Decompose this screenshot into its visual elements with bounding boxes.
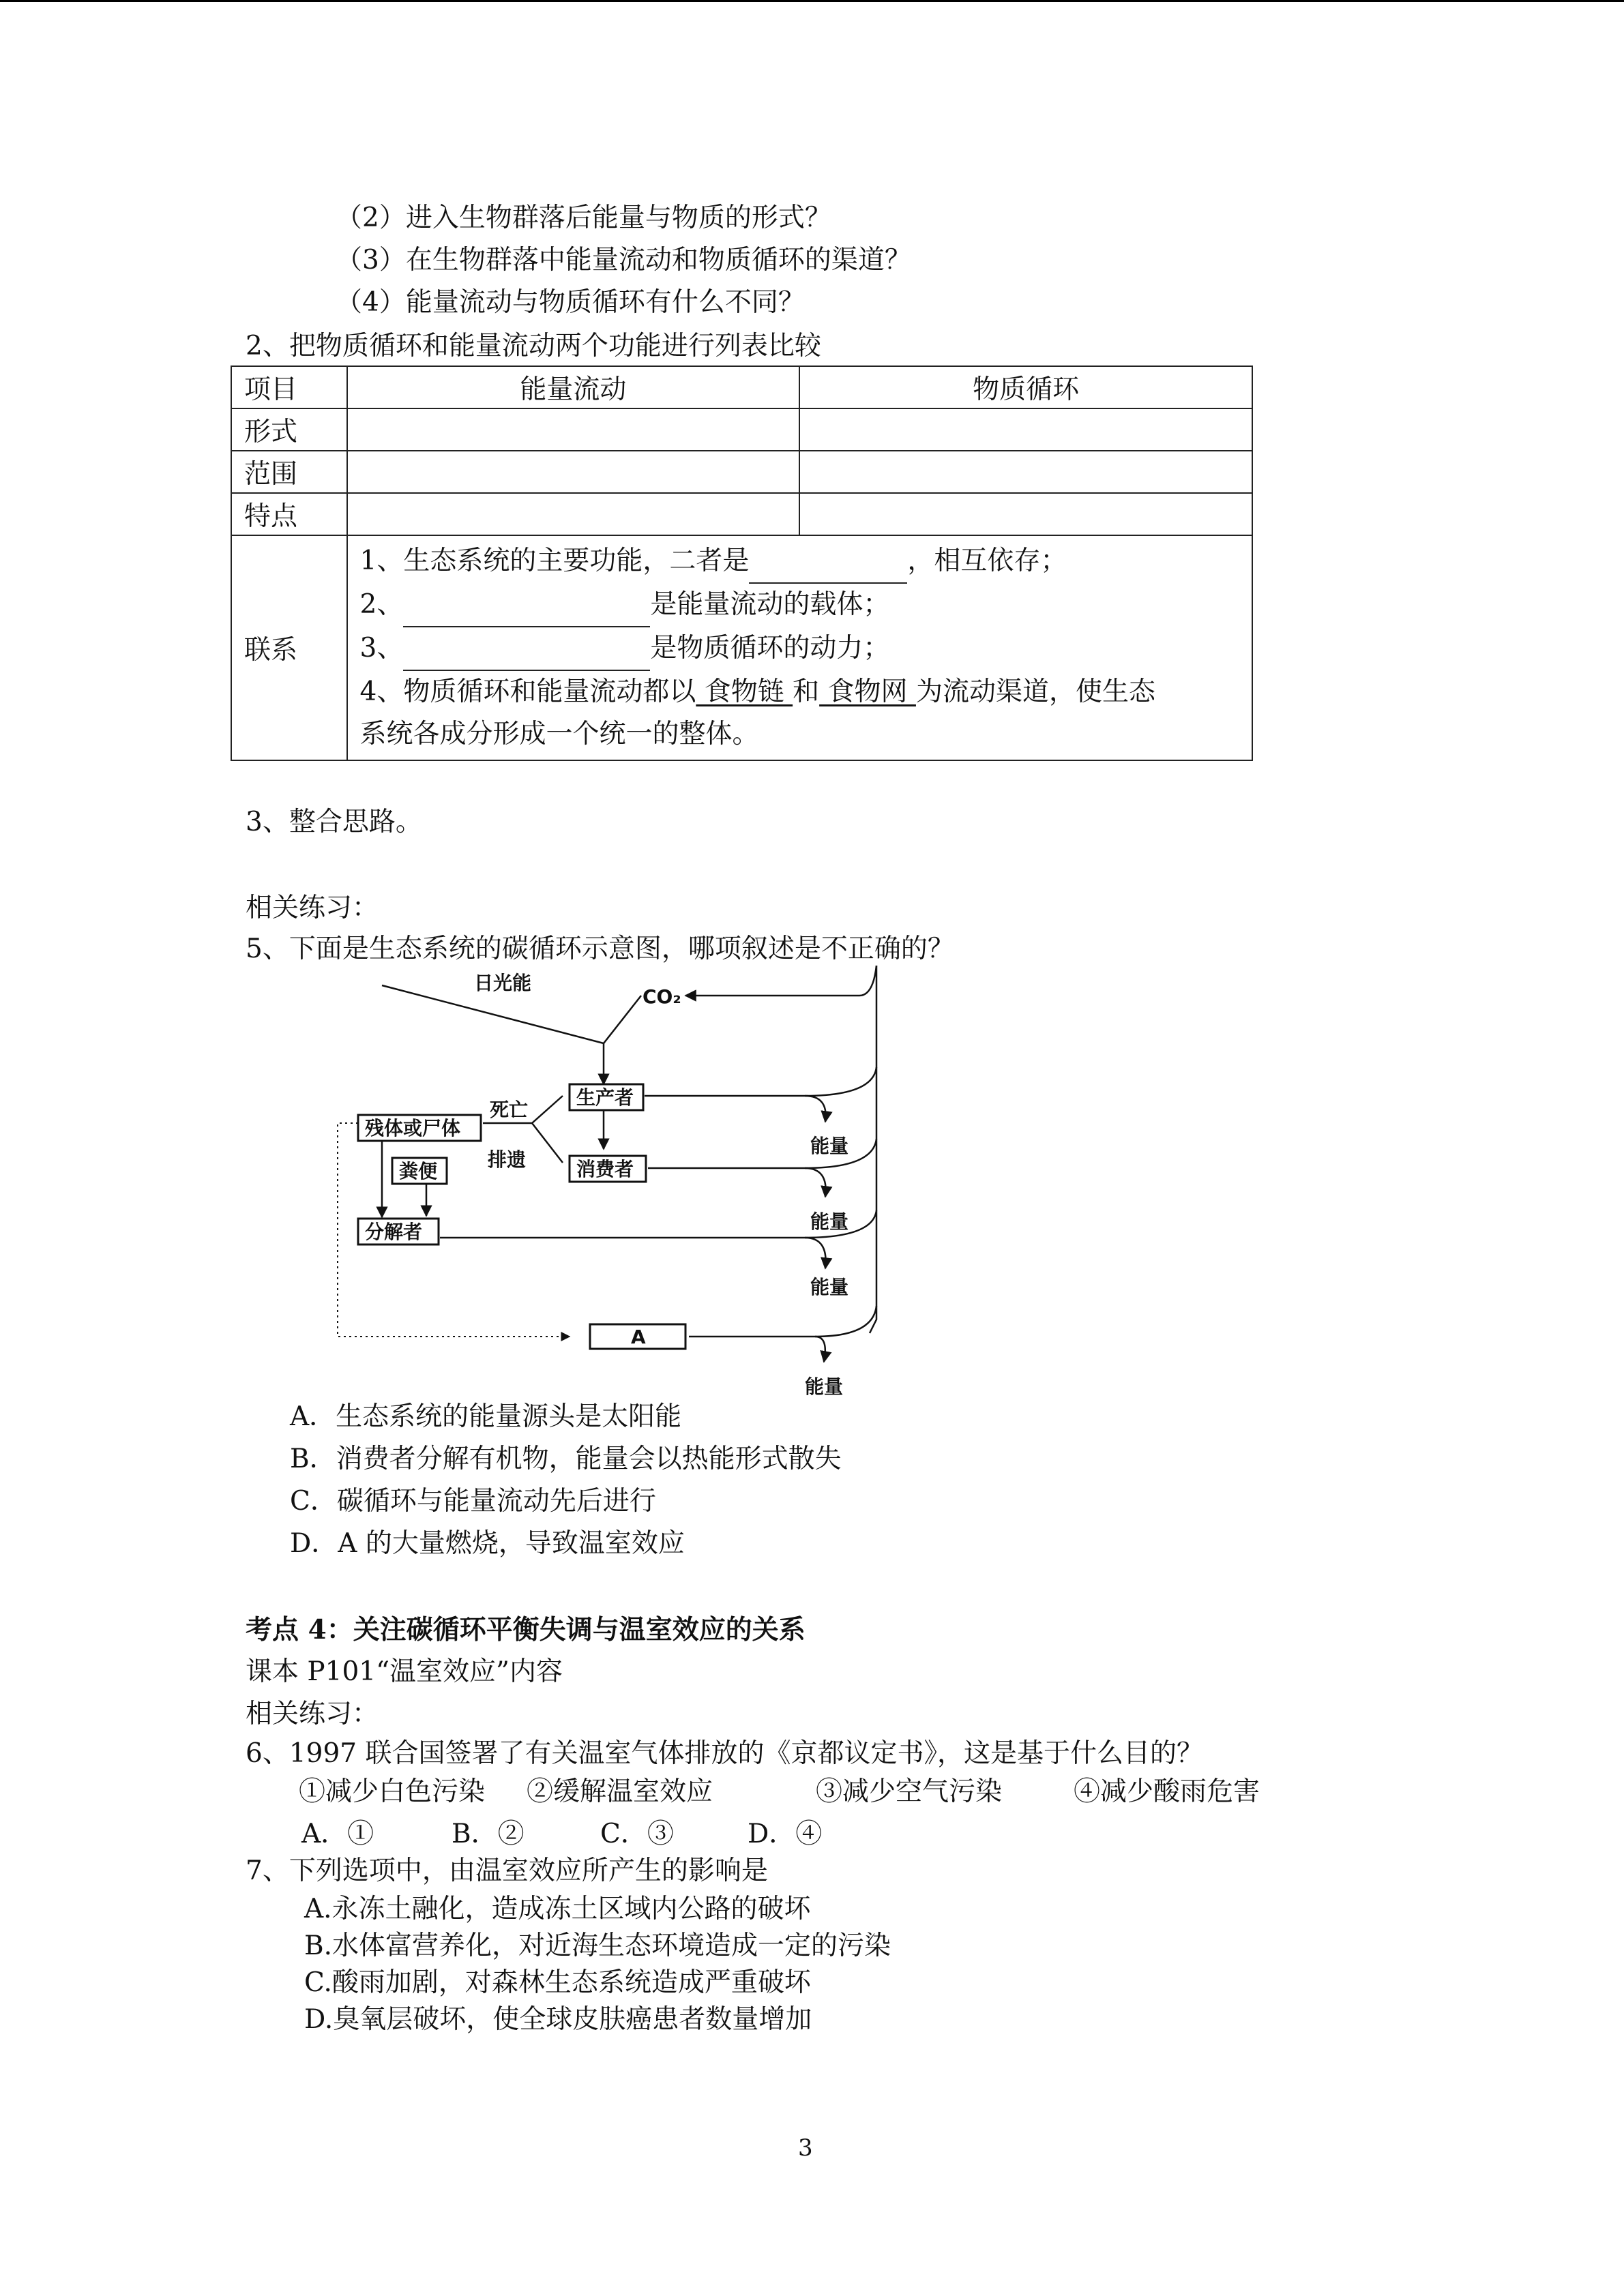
consumer-label: 消费者 (576, 1158, 634, 1180)
table-row (231, 493, 1252, 535)
q5-option-d: D．A 的大量燃烧，导致温室效应 (290, 1528, 685, 1559)
table-cell (347, 451, 800, 493)
table-cell (347, 493, 800, 535)
q6-option-a: A．① (301, 1819, 374, 1849)
carbon-cycle-diagram (327, 965, 907, 1401)
question-4: （4）能量流动与物质循环有什么不同？ (336, 287, 805, 318)
table-header-item: 项目 (231, 366, 347, 408)
decomposer-label: 分解者 (365, 1221, 423, 1243)
food-chain-answer: 食物链 (696, 676, 793, 707)
q6-option-b: B．② (452, 1819, 525, 1849)
table-cell (799, 493, 1252, 535)
table-header-energy-flow: 能量流动 (347, 366, 800, 408)
kaodian-4-heading: 考点 4：关注碳循环平衡失调与温室效应的关系 (246, 1614, 806, 1645)
table-row-label: 特点 (231, 493, 347, 535)
food-web-answer: 食物网 (819, 676, 916, 707)
q6-option-c: C．③ (600, 1819, 674, 1849)
table-row-label: 范围 (231, 451, 347, 493)
table-header-material-cycle: 物质循环 (799, 366, 1252, 408)
question-5-stem: 5、下面是生态系统的碳循环示意图，哪项叙述是不正确的？ (246, 934, 954, 964)
question-7-stem: 7、下列选项中，由温室效应所产生的影响是 (246, 1855, 768, 1886)
relation-line-4: 4、物质循环和能量流动都以 食物链 和 食物网 为流动渠道，使生态 (359, 676, 1155, 707)
q7-option-c: C.酸雨加剧，对森林生态系统造成严重破坏 (304, 1967, 811, 1998)
corpse-label: 残体或尸体 (365, 1117, 461, 1139)
excrete-label: 排遗 (488, 1148, 527, 1171)
top-border (0, 0, 1624, 2)
sun-label: 日光能 (474, 972, 532, 994)
q6-option-d: D．④ (748, 1819, 823, 1849)
q7-option-b: B.水体富营养化，对近海生态环境造成一定的污染 (304, 1930, 891, 1961)
relation-line-3: 3、 是物质循环的动力； (360, 627, 1240, 671)
feces-label: 粪便 (399, 1160, 438, 1182)
relation-line-1: 1、生态系统的主要功能，二者是 ，相互依存； (360, 540, 1240, 584)
table-cell (799, 408, 1252, 451)
table-row (231, 535, 1252, 760)
q7-option-d: D.臭氧层破坏，使全球皮肤癌患者数量增加 (304, 2004, 812, 2035)
question-3: （3）在生物群落中能量流动和物质循环的渠道？ (336, 245, 911, 275)
q7-option-a: A.永冻土融化，造成冻土区域内公路的破坏 (304, 1894, 811, 1924)
section-2-title: 2、把物质循环和能量流动两个功能进行列表比较 (246, 331, 821, 361)
energy-label: 能量 (810, 1210, 849, 1233)
relation-line-2: 2、 是能量流动的载体； (360, 584, 1240, 627)
question-6-stem: 6、1997 联合国签署了有关温室气体排放的《京都议定书》，这是基于什么目的？ (246, 1738, 1203, 1769)
table-row (231, 408, 1252, 451)
page-number: 3 (798, 2134, 813, 2162)
table-relation-cell (347, 535, 1253, 760)
table-row (231, 366, 1252, 408)
energy-label: 能量 (810, 1276, 849, 1298)
a-label: A (631, 1326, 646, 1348)
question-2: （2）进入生物群落后能量与物质的形式？ (336, 203, 831, 233)
table-cell (347, 408, 800, 451)
q5-option-c: C．碳循环与能量流动先后进行 (290, 1486, 656, 1517)
q6-item-4: ④减少酸雨危害 (1074, 1776, 1260, 1807)
producer-label: 生产者 (576, 1086, 634, 1109)
practice-label-1: 相关练习： (246, 893, 379, 923)
death-label: 死亡 (490, 1099, 529, 1121)
q5-option-a: A．生态系统的能量源头是太阳能 (290, 1401, 682, 1432)
table-relation-label: 联系 (231, 535, 347, 760)
table-cell (799, 451, 1252, 493)
co2-label: CO₂ (643, 985, 681, 1008)
energy-label: 能量 (810, 1135, 849, 1157)
comparison-table (231, 366, 1253, 761)
table-row-label: 形式 (231, 408, 347, 451)
practice-label-2: 相关练习： (246, 1699, 379, 1729)
textbook-reference: 课本 P101“温室效应”内容 (246, 1656, 563, 1687)
q6-item-2: ②缓解温室效应 (527, 1776, 713, 1807)
energy-label: 能量 (805, 1375, 844, 1398)
section-3-title: 3、整合思路。 (246, 807, 422, 837)
q6-item-1: ①减少白色污染 (299, 1776, 486, 1807)
table-row (231, 451, 1252, 493)
q6-item-3: ③减少空气污染 (816, 1776, 1003, 1807)
relation-line-5: 系统各成分形成一个统一的整体。 (359, 719, 759, 749)
q5-option-b: B．消费者分解有机物，能量会以热能形式散失 (290, 1444, 842, 1474)
